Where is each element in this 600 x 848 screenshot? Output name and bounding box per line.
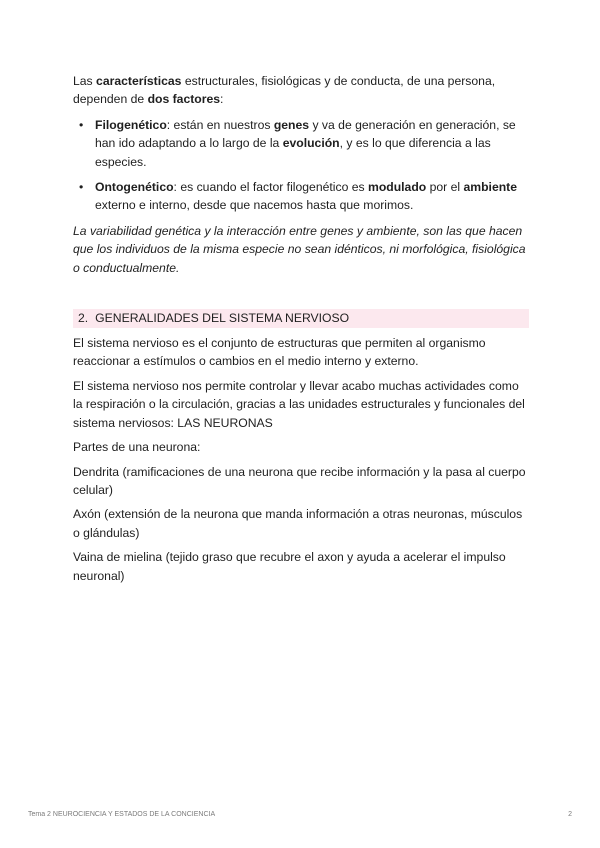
- intro-bold-caracteristicas: características: [96, 74, 182, 88]
- intro-text-2: estructurales, fisiológicas y de conducta, de una persona, dependen de: [73, 74, 496, 107]
- paragraph-mielina: Vaina de mielina (tejido graso que recubre el axon y ayuda a acelerar el impulso neuronal): [73, 550, 506, 583]
- italic-note: La variabilidad genética y la interacción entre genes y ambiente, son las que hacen que los individuos de la misma especie no sean idénticos, ni morfológica, fisiológica o conductualmente.: [73, 223, 526, 275]
- term-modulado: modulado: [368, 180, 427, 195]
- list-text: y va de generación en generación, se han ido adaptando a lo largo de la: [95, 117, 516, 151]
- term-filogenetico: Filogenético: [95, 117, 167, 132]
- intro-bold-dos-factores: dos factores: [147, 92, 221, 107]
- footer-title: Tema 2 NEUROCIENCIA Y ESTADOS DE LA CONCIENCIA: [28, 811, 216, 818]
- term-genes: genes: [273, 117, 310, 132]
- list-item-ontogenetico: [73, 178, 529, 215]
- paragraph-parts-heading: Partes de una neurona:: [73, 440, 201, 455]
- section-title: GENERALIDADES DEL SISTEMA NERVIOSO: [95, 311, 350, 326]
- intro-text-3: :: [220, 92, 224, 107]
- intro-text-1: Las: [73, 74, 97, 88]
- term-ambiente: ambiente: [463, 180, 518, 195]
- list-text: externo e interno, desde que nacemos hasta que morimos.: [95, 198, 414, 213]
- factor-list: [73, 116, 529, 215]
- document-body: [73, 72, 529, 591]
- paragraph-definition: El sistema nervioso es el conjunto de estructuras que permiten al organismo reaccionar a estímulos o cambios en el medio interno y externo.: [73, 336, 486, 369]
- bullet-icon: •: [79, 180, 84, 195]
- bullet-icon: •: [79, 117, 84, 132]
- term-evolucion: evolución: [282, 136, 340, 151]
- term-ontogenetico: Ontogenético: [95, 180, 174, 195]
- section-number: 2.: [78, 311, 89, 326]
- list-text: por el: [426, 180, 464, 195]
- section-heading: [73, 309, 529, 328]
- list-text: : es cuando el factor filogenético es: [173, 180, 368, 195]
- list-text: , y es lo que diferencia a las especies.: [95, 136, 491, 169]
- intro-paragraph: [73, 72, 529, 109]
- list-item-filogenetico: [73, 116, 529, 171]
- paragraph-axon: Axón (extensión de la neurona que manda información a otras neuronas, músculos o glándulas): [73, 507, 523, 540]
- list-text: : están en nuestros: [166, 117, 274, 132]
- page-footer: [28, 811, 572, 818]
- page-number: 2: [568, 811, 572, 818]
- paragraph-functions: El sistema nervioso nos permite controlar y llevar acabo muchas actividades como la respiración o la circulación, gracias a las unidades estructurales y funcionales del sistema nerviosos: LAS NEURONAS: [73, 378, 525, 430]
- paragraph-dendrita: Dendrita (ramificaciones de una neurona que recibe información y la pasa al cuerpo celular): [73, 464, 526, 497]
